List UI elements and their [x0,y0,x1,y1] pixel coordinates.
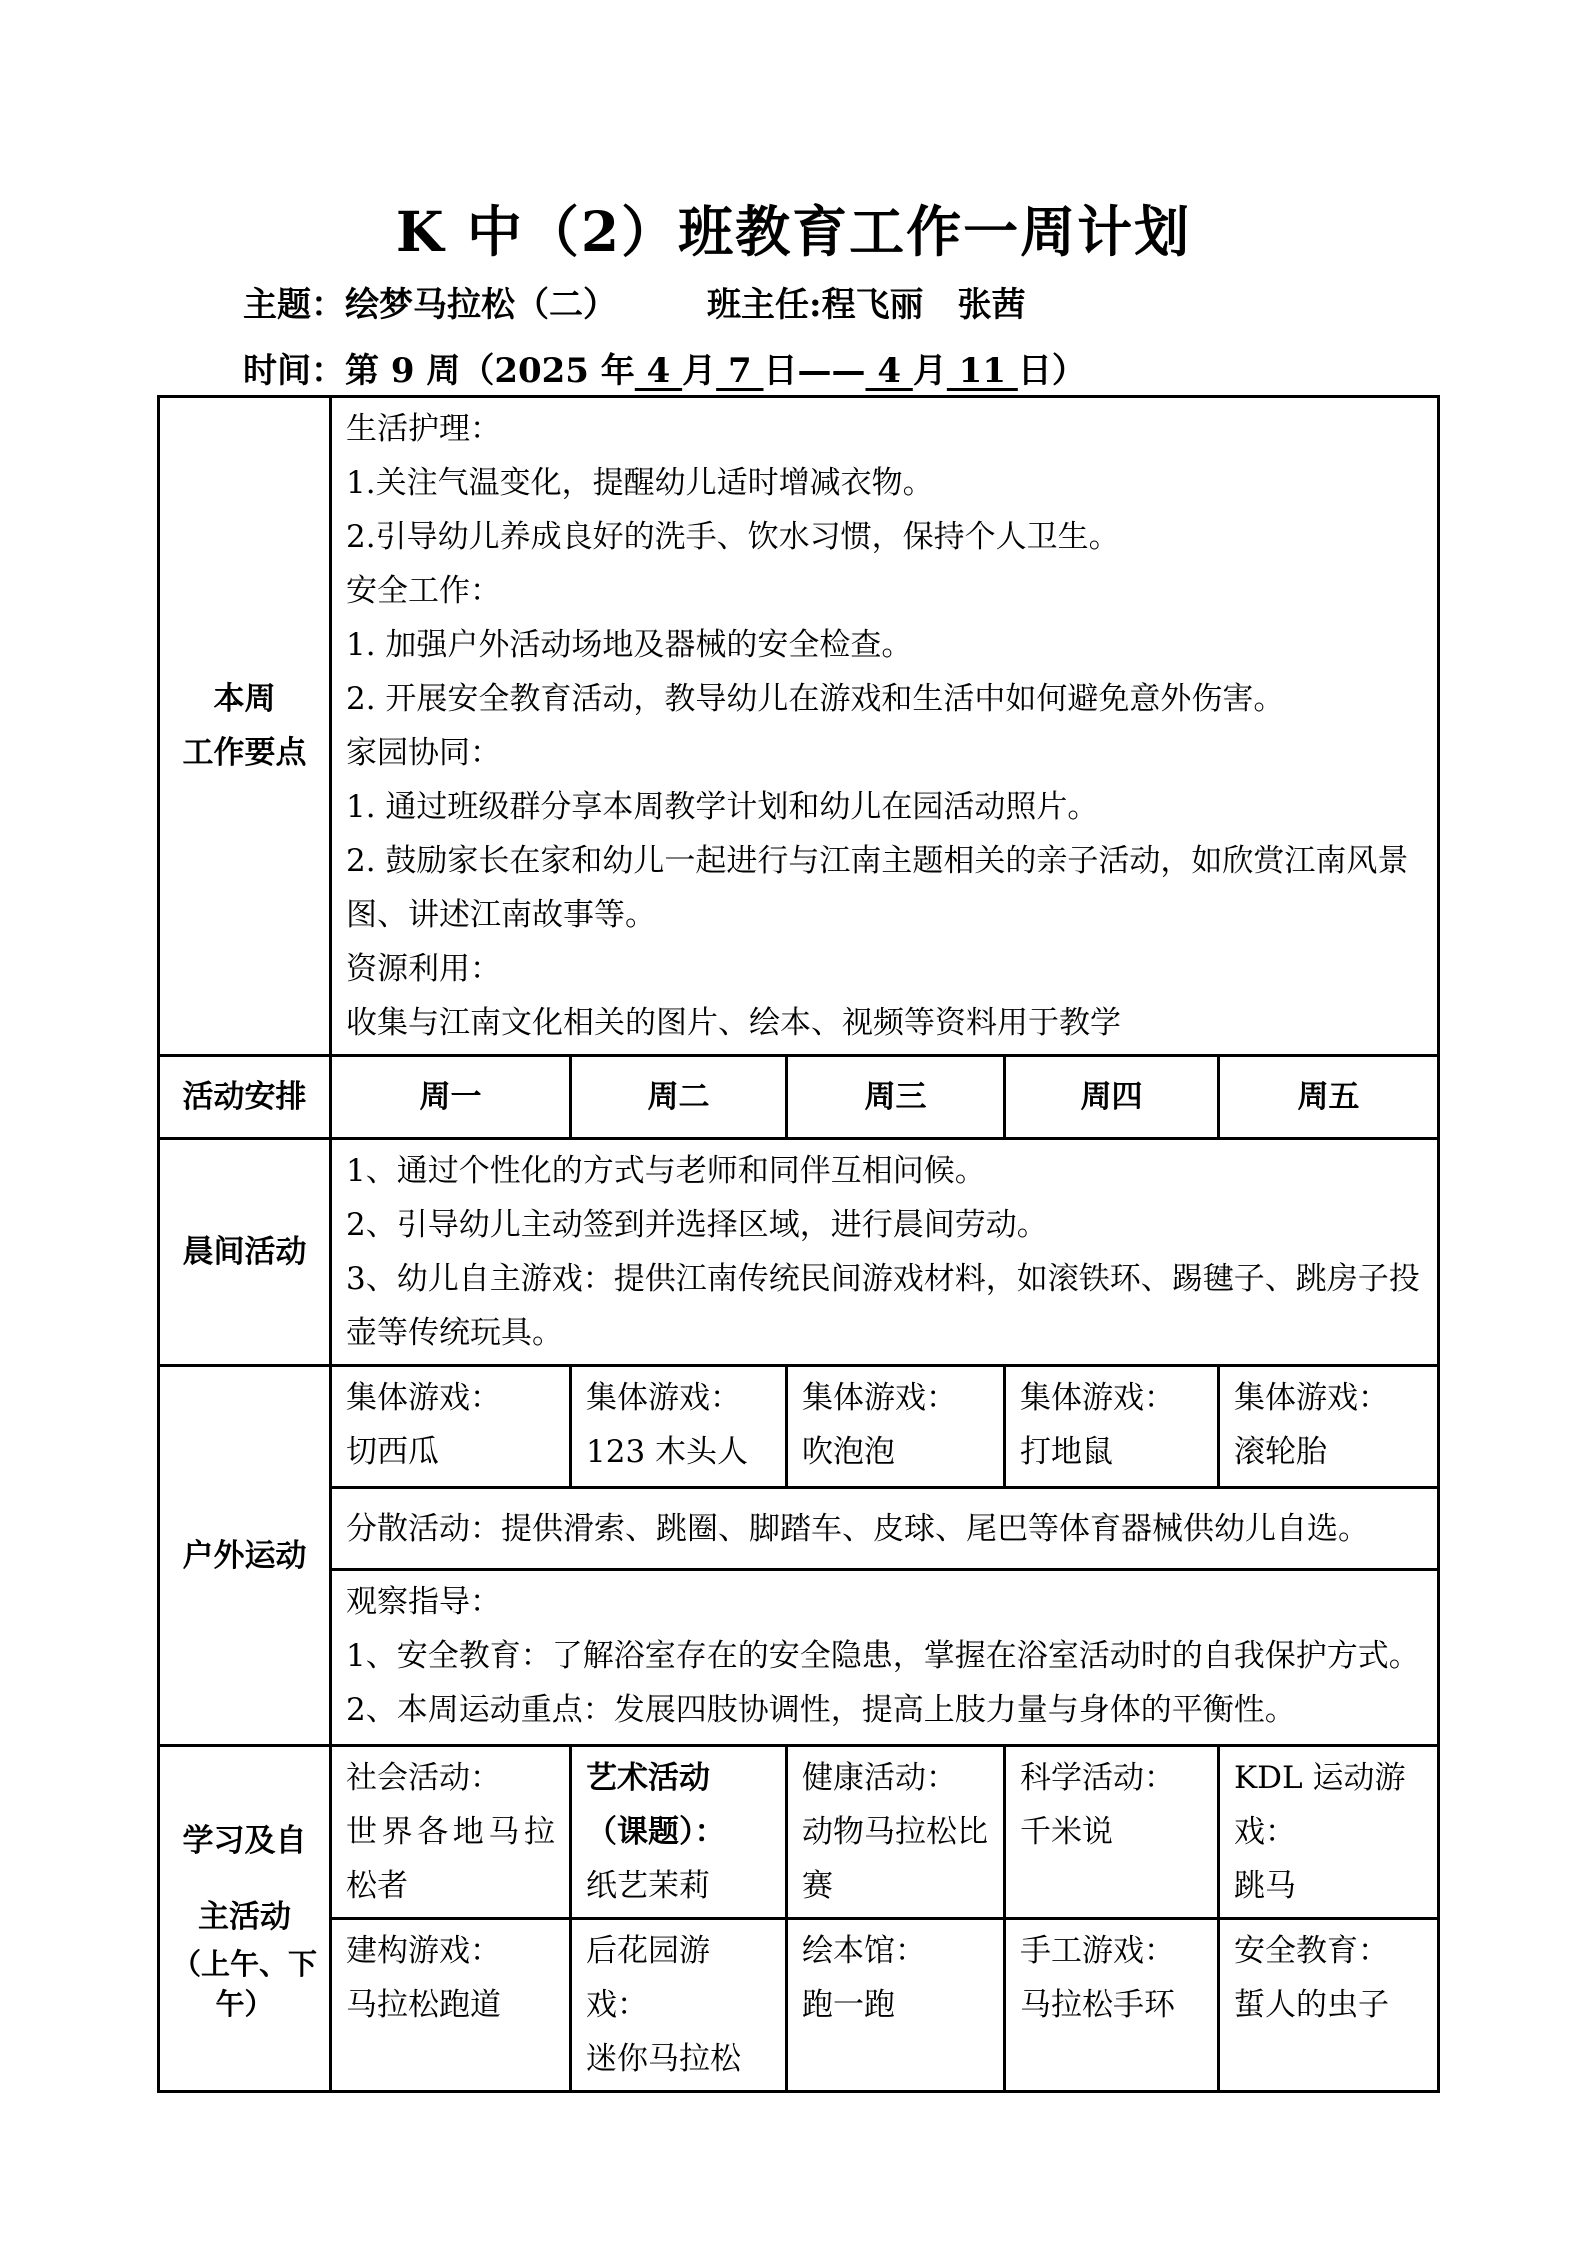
group-game-title: 集体游戏： [1020,1380,1175,1416]
group-game-cell [1005,1366,1219,1488]
morning-content [331,1139,1439,1366]
learning-cell [1219,1746,1439,1919]
teacher-value: 程飞丽 张茜 [821,285,1026,325]
learning-cell [1219,1919,1439,2092]
learning-cell [1005,1919,1219,2092]
learning-title: 科学活动： [1020,1760,1175,1796]
learning-cell [331,1919,571,2092]
learning-title: 建构游戏： [346,1933,501,1969]
focus-line: 1.关注气温变化，提醒幼儿适时增减衣物。 [346,465,934,501]
learning-cell [571,1919,787,2092]
group-game-name: 123 木头人 [586,1434,749,1470]
focus-line: 家园协同： [346,735,501,771]
guide-content [331,1570,1439,1746]
group-game-cell [1219,1366,1439,1488]
group-game-title: 集体游戏： [346,1380,501,1416]
learning-title: 艺术活动（课题）： [586,1760,726,1850]
learning-title: 社会活动： [346,1760,501,1796]
day-thursday: 周四 [1005,1056,1219,1139]
schedule-label: 活动安排 [159,1056,331,1139]
start-day: 7 [716,351,764,391]
guide-line: 观察指导： [346,1584,501,1620]
free-activity: 分散活动：提供滑索、跳圈、脚踏车、皮球、尾巴等体育器械供幼儿自选。 [331,1488,1439,1570]
month-label-1: 月 [682,351,717,391]
focus-line: 1. 加强户外活动场地及器械的安全检查。 [346,627,913,663]
month-label-2: 月 [912,351,947,391]
day-label-2: 日） [1017,351,1086,391]
outdoor-label: 户外运动 [159,1366,331,1746]
learning-name: 马拉松跑道 [346,1987,501,2023]
morning-label: 晨间活动 [159,1139,331,1366]
learning-name: 马拉松手环 [1020,1987,1175,2023]
focus-line: 生活护理： [346,411,501,447]
group-game-title: 集体游戏： [586,1380,741,1416]
day-monday: 周一 [331,1056,571,1139]
learning-cell [571,1746,787,1919]
theme-value: 绘梦马拉松（二） [345,285,617,325]
start-month: 4 [634,351,683,391]
morning-line: 3、幼儿自主游戏：提供江南传统民间游戏材料，如滚铁环、踢毽子、跳房子投壶等传统玩具。 [346,1261,1420,1351]
outdoor-guide-row [159,1570,1439,1746]
learning-cell [787,1746,1005,1919]
learning-title: 后花园游戏： [586,1933,710,2023]
focus-line: 1. 通过班级群分享本周教学计划和幼儿在园活动照片。 [346,789,1099,825]
guide-line: 2、本周运动重点：发展四肢协调性，提高上肢力量与身体的平衡性。 [346,1692,1296,1728]
learning-label-note: （上午、下午） [171,1946,317,2021]
learning-title: 手工游戏： [1020,1933,1175,1969]
group-game-name: 滚轮胎 [1234,1434,1327,1470]
time-prefix: 时间：第 9 周（2025 年 [243,351,635,391]
learning-label [159,1746,331,2092]
end-month: 4 [865,351,913,391]
focus-line: 资源利用： [346,951,501,987]
focus-line: 2.引导幼儿养成良好的洗手、饮水习惯，保持个人卫生。 [346,519,1120,555]
schedule-row [159,1056,1439,1139]
time-line [243,343,1086,392]
morning-line: 1、通过个性化的方式与老师和同伴互相问候。 [346,1153,986,1189]
learning-name: 纸艺茉莉 [586,1868,710,1904]
page-title: K 中（2）班教育工作一周计划 [395,199,1192,264]
morning-line: 2、引导幼儿主动签到并选择区域，进行晨间劳动。 [346,1207,1048,1243]
learning-label-line-1: 学习及自 [182,1822,307,1859]
day-label-1: 日—— [763,351,866,391]
group-game-name: 切西瓜 [346,1434,439,1470]
group-game-title: 集体游戏： [802,1380,957,1416]
learning-title: 健康活动： [802,1760,957,1796]
learning-cell [331,1746,571,1919]
theme-line [243,277,1026,326]
focus-line: 2. 开展安全教育活动，教导幼儿在游戏和生活中如何避免意外伤害。 [346,681,1285,717]
learning-cell [1005,1746,1219,1919]
outdoor-free-row [159,1488,1439,1570]
learning-title: KDL 运动游戏： [1234,1760,1406,1850]
end-day: 11 [946,351,1018,391]
group-game-cell [571,1366,787,1488]
learning-name: 蜇人的虫子 [1234,1987,1389,2023]
theme-label: 主题： [243,285,345,325]
outdoor-games-row [159,1366,1439,1488]
learning-name: 动物马拉松比赛 [802,1814,988,1904]
focus-line: 收集与江南文化相关的图片、绘本、视频等资料用于教学 [346,1005,1121,1041]
focus-line: 2. 鼓励家长在家和幼儿一起进行与江南主题相关的亲子活动，如欣赏江南风景图、讲述江南故事等。 [346,843,1409,933]
learning-row-1 [159,1746,1439,1919]
focus-label-line-2: 工作要点 [182,735,307,771]
weekly-plan-table [157,395,1440,2093]
learning-title: 绘本馆： [802,1933,926,1969]
group-game-name: 打地鼠 [1020,1434,1113,1470]
focus-content [331,397,1439,1056]
learning-label-line-2: 主活动 [198,1898,291,1935]
learning-title: 安全教育： [1234,1933,1389,1969]
learning-name: 千米说 [1020,1814,1113,1850]
group-game-title: 集体游戏： [1234,1380,1389,1416]
guide-line: 1、安全教育：了解浴室存在的安全隐患，掌握在浴室活动时的自我保护方式。 [346,1638,1420,1674]
focus-row [159,397,1439,1056]
morning-row [159,1139,1439,1366]
group-game-name: 吹泡泡 [802,1434,895,1470]
learning-row-2 [159,1919,1439,2092]
learning-name: 跳马 [1234,1868,1296,1904]
learning-name: 世界各地马拉松者 [346,1814,555,1904]
group-game-cell [331,1366,571,1488]
focus-label [159,397,331,1056]
teacher-label: 班主任: [707,285,822,325]
learning-name: 迷你马拉松 [586,2041,741,2077]
day-tuesday: 周二 [571,1056,787,1139]
learning-name: 跑一跑 [802,1987,895,2023]
focus-line: 安全工作： [346,573,501,609]
group-game-cell [787,1366,1005,1488]
focus-label-line-1: 本周 [213,681,276,717]
day-friday: 周五 [1219,1056,1439,1139]
learning-cell [787,1919,1005,2092]
day-wednesday: 周三 [787,1056,1005,1139]
